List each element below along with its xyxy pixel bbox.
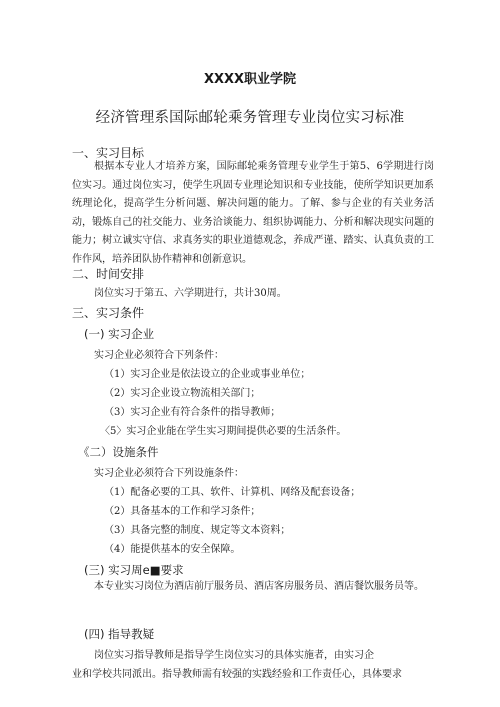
list-item: （3）具备完整的制度、规定等文本资料； xyxy=(104,525,291,536)
subsection-heading-instructors: (四) 指导教疑 xyxy=(84,627,155,641)
section-body-goals: 根据本专业人才培养方案，国际邮轮乘务管理专业学生于第5、6学期进行岗位实习。通过岗位实习，使学生巩固专业理论知识和专业技能，使所学知识更加系统理论化，提高学生分析问题、解决问题的能力。了解、参与企业的有关业务活动，锻炼自己的社交能力、业务洽谈能力、组织协调能力、分析和解决现实问题的能力；树立诚实守信、求真务实的职业道德观念，养成严谨、踏实、认真负责的工作作风，培养团队协作精神和创新意识。 xyxy=(72,161,434,265)
list-item: （4）能提供基本的安全保障。 xyxy=(104,544,241,555)
school-name: XXXX职业学院 xyxy=(203,72,297,87)
list-item: （1）配备必要的工具、软件、计算机、网络及配套设备； xyxy=(104,487,361,498)
subsection-heading-enterprise: (一) 实习企业 xyxy=(84,327,155,341)
section-heading-schedule: 二、时间安排 xyxy=(72,267,145,281)
instructors-line-1: 岗位实习指导教师是指导学生岗位实习的具体实施者，由实习企 xyxy=(94,650,374,661)
positions-body: 本专业实习岗位为酒店前厅服务员、酒店客房服务员、酒店餐饮服务员等。 xyxy=(94,581,424,592)
subsection-heading-facilities: 《二）设施条件 xyxy=(78,445,159,459)
list-item: 〈5〉实习企业能在学生实习期间提供必要的生活条件。 xyxy=(100,426,347,437)
list-item: （2）实习企业设立物流相关部门； xyxy=(104,388,261,399)
enterprise-intro: 实习企业必须符合下列条件： xyxy=(94,350,224,361)
section-heading-goals: 一、实习目标 xyxy=(72,146,145,160)
instructors-line-2: 业和学校共同派出。指导教师需有较强的实践经验和工作责任心，具体要求 xyxy=(72,669,402,680)
section-body-schedule: 岗位实习于第五、六学期进行，共计30周。 xyxy=(94,288,287,299)
list-item: （2）具备基本的工作和学习条件； xyxy=(104,506,261,517)
document-title: 经济管理系国际邮轮乘务管理专业岗位实习标准 xyxy=(95,110,405,126)
facilities-intro: 实习企业必须符合下列设施条件： xyxy=(94,468,244,479)
section-heading-conditions: 三、实习条件 xyxy=(72,306,145,320)
list-item: （3）实习企业有符合条件的指导教师； xyxy=(104,407,281,418)
subsection-heading-positions: (三) 实习周e■要求 xyxy=(84,563,184,577)
list-item: （1）实习企业是依法设立的企业或事业单位； xyxy=(104,369,311,380)
